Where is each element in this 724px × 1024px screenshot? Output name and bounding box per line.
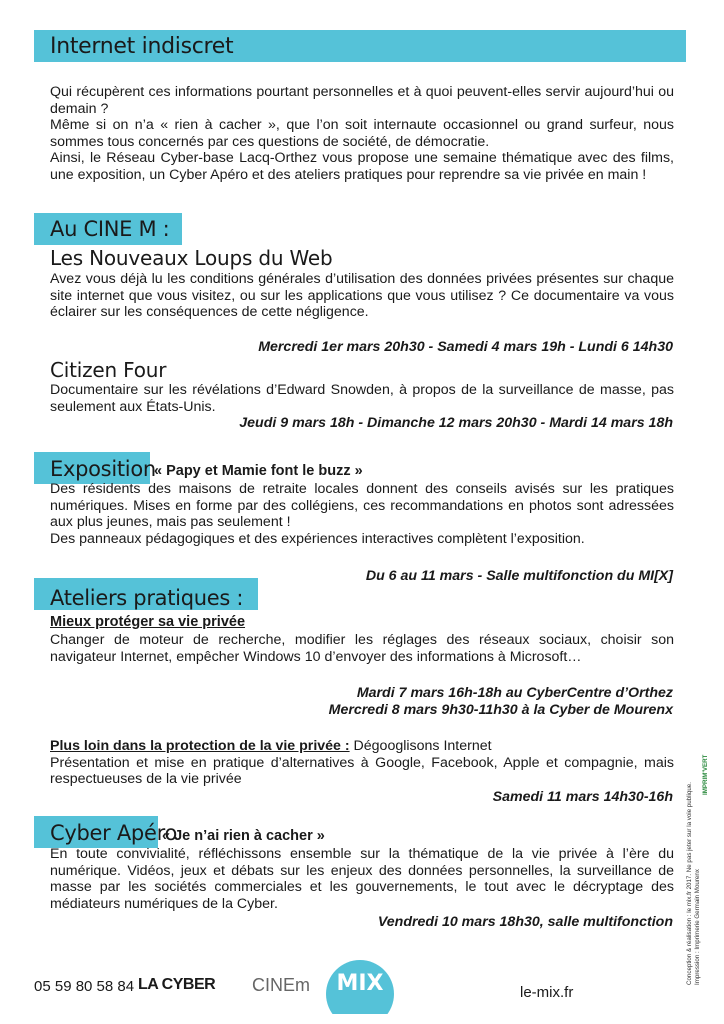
atelier1-title: Mieux protéger sa vie privée — [50, 614, 246, 630]
atelier2-text: Présentation et mise en pratique d’alternatives à Google, Facebook, Apple et compagnie, mais respectueuses de la vie privée — [50, 754, 674, 788]
section-title-internet: Internet indiscret — [50, 34, 234, 59]
exposition-dates: Du 6 au 11 mars - Salle multifonction du MI[X] — [365, 568, 673, 584]
footer-website: le-mix.fr — [520, 984, 574, 1001]
apero-dates: Vendredi 10 mars 18h30, salle multifonction — [377, 914, 673, 930]
atelier2-block — [50, 738, 674, 788]
logo-mix — [322, 950, 398, 1014]
apero-text: En toute convivialité, réfléchissons ensemble sur la thématique de la vie privée à l’ère du numérique. Vidéos, jeux et débats sur les enjeux des données personnelles, la surveillance de masse par les sociétés commerciales et les gouvernements, le tout avec le décryptage des médiateurs numériques de la Cyber. — [50, 846, 674, 912]
side-credit-line: Impression : Imprimerie Germain Mourenx — [694, 869, 701, 985]
atelier2-title: Plus loin dans la protection de la vie privée : — [50, 738, 350, 754]
atelier1-dates-orthez: Mardi 7 mars 16h-18h au CyberCentre d’Orthez — [356, 685, 673, 701]
film-text-citizen: Documentaire sur les révélations d’Edward Snowden, à propos de la surveillance de masse, pas seulement aux États-Unis. — [50, 382, 674, 415]
apero-subtitle: « Je n’ai rien à cacher » — [162, 828, 325, 844]
film-dates-loups: Mercredi 1er mars 20h30 - Samedi 4 mars 19h - Lundi 6 14h30 — [258, 339, 673, 355]
mix-logo-icon — [322, 950, 398, 1014]
footer-phone: 05 59 80 58 84 — [34, 978, 135, 995]
logo-cinem: CINEm — [252, 975, 310, 995]
section-title-cinema: Au CINE M : — [50, 217, 170, 241]
mix-logo-text: MIX — [336, 971, 384, 996]
internet-paragraph: Même si on n’a « rien à cacher », que l’on soit internaute occasionnel ou grand surfeur, nous sommes tous concernés par ces questions de société, de démocratie. — [50, 117, 674, 150]
internet-paragraph: Qui récupèrent ces informations pourtant personnelles et à quoi peuvent-elles servir aujourd’hui ou demain ? — [50, 84, 674, 117]
film-title-loups: Les Nouveaux Loups du Web — [50, 246, 333, 270]
side-credits — [686, 755, 710, 985]
film-title-citizen: Citizen Four — [50, 358, 167, 382]
atelier2-heading — [50, 738, 674, 755]
exposition-paragraphs — [50, 481, 674, 547]
atelier1-text: Changer de moteur de recherche, modifier les réglages des réseaux sociaux, choisir son navigateur Internet, empêcher Windows 10 d’envoyer des informations à Microsoft… — [50, 632, 674, 665]
imprimvert-logo: IMPRIM'VERT — [702, 754, 709, 795]
section-title-ateliers: Ateliers pratiques : — [50, 586, 244, 610]
section-title-apero: Cyber Apéro — [50, 821, 177, 845]
exposition-paragraph: Des panneaux pédagogiques et des expériences interactives complètent l’exposition. — [50, 530, 585, 547]
side-credit-line: Conception & réalisation : le mix.fr 2017. Ne pas jeter sur la voie publique. — [686, 782, 693, 985]
exposition-subtitle: « Papy et Mamie font le buzz » — [154, 463, 363, 479]
atelier1-dates-mourenx: Mercredi 8 mars 9h30-11h30 à la Cyber de Mourenx — [328, 702, 673, 718]
film-dates-citizen: Jeudi 9 mars 18h - Dimanche 12 mars 20h30 - Mardi 14 mars 18h — [239, 415, 673, 431]
atelier2-title-rest: Dégooglisons Internet — [349, 738, 492, 754]
internet-paragraphs — [50, 84, 674, 184]
atelier2-dates: Samedi 11 mars 14h30-16h — [492, 789, 673, 805]
exposition-paragraph: Des résidents des maisons de retraite locales donnent des conseils avisés sur les pratiques numériques. Mises en forme par des collégiens, ces recommandations en photos sont adressées aux plus jeunes, mais pas seulement ! — [50, 481, 674, 531]
logo-la-cyber: LA CYBER — [138, 976, 216, 993]
film-text-loups: Avez vous déjà lu les conditions générales d’utilisation des données privées présentes sur chaque site internet que vous visitez, ou sur les applications que vous utilisez ? Ce documentaire va vous éclairer sur les conséquences de cette négligence. — [50, 271, 674, 321]
internet-paragraph: Ainsi, le Réseau Cyber-base Lacq-Orthez vous propose une semaine thématique avec des films, une exposition, un Cyber Apéro et des ateliers pratiques pour reprendre sa vie privée en main ! — [50, 150, 674, 183]
section-title-exposition: Exposition — [50, 457, 156, 481]
